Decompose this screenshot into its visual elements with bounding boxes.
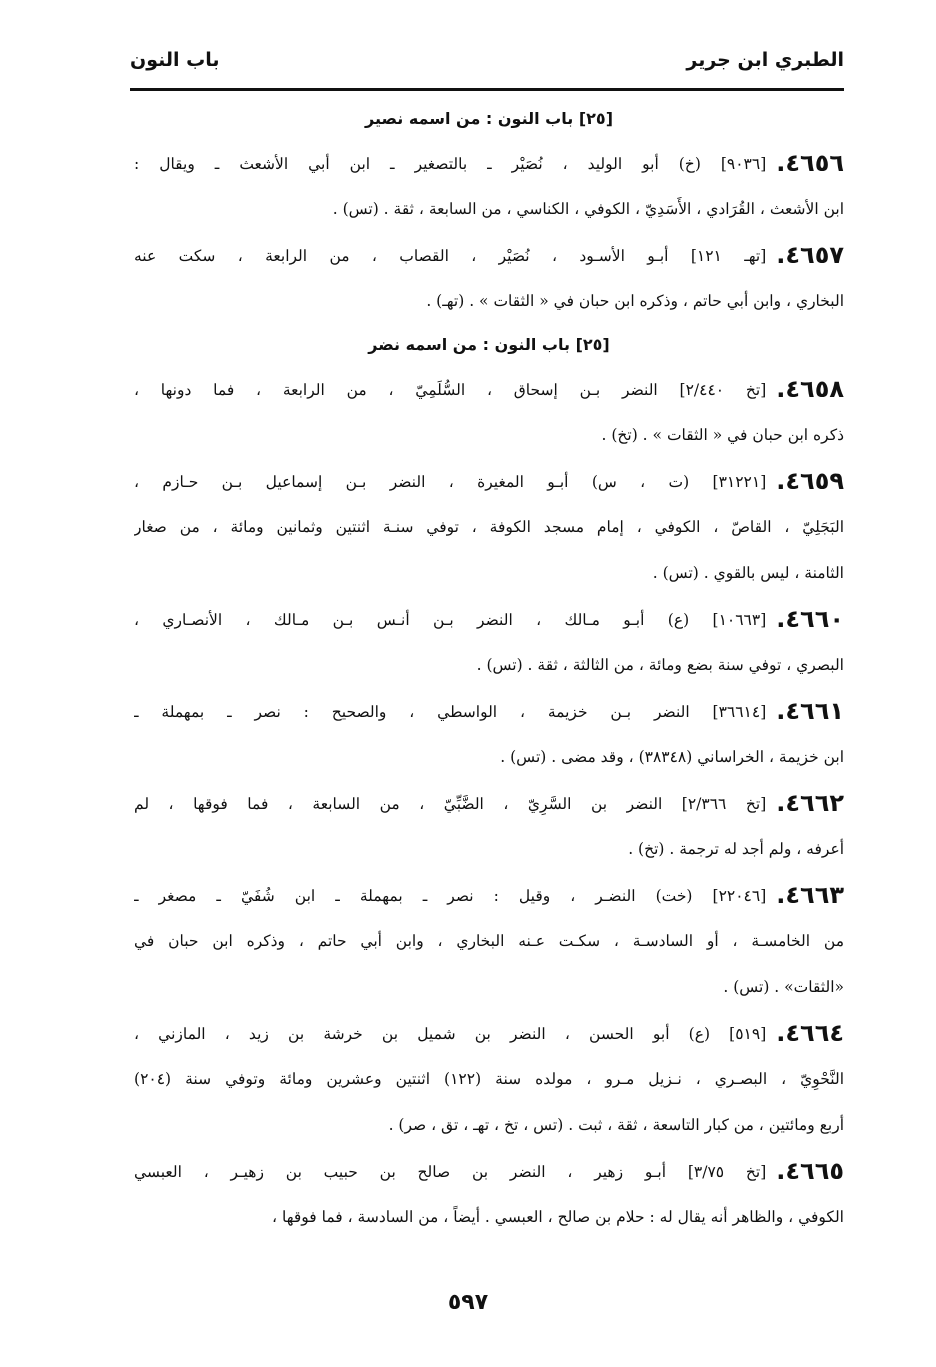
entry-line [134, 734, 844, 780]
entry-line [134, 1194, 844, 1240]
entry-text: [تخ ٣/٧٥] أبـو زهير ، النضر بن صالح بن حبيب بن زهيـر ، العبسي [134, 1163, 767, 1181]
entry-line [134, 826, 844, 872]
entry [134, 232, 844, 324]
entry [134, 780, 844, 872]
entry-text: البصري ، توفي سنة بضع ومائة ، من الثالثة ، ثقة . (تس) . [476, 656, 844, 674]
entry [134, 1010, 844, 1148]
entry-text: البخاري ، وابن أبي حاتم ، وذكره ابن حبان في « الثقات » . (تهـ) . [426, 292, 844, 310]
entry-line [134, 1102, 844, 1148]
entry-text: ذكره ابن حبان في « الثقات » . (تخ) . [601, 426, 844, 444]
entry-line [134, 550, 844, 596]
entry-line [134, 596, 844, 642]
entry-number: ٤٦٦٤. [776, 1019, 844, 1047]
page-body [134, 98, 844, 1240]
entry-number: ٤٦٦٣. [776, 881, 844, 909]
entry-text: ابن خزيمة ، الخراساني (٣٨٣٤٨) ، وقد مضى . (تس) . [500, 748, 844, 766]
entry-line [134, 412, 844, 458]
entry-line [134, 232, 844, 278]
entry-line [134, 642, 844, 688]
entry-text: [تخ ٢/٤٤٠] النضر بـن إسحاق ، السُّلَمِيّ ، من الرابعة ، فما دونها ، [134, 381, 767, 399]
entry-number: ٤٦٦١. [776, 697, 844, 725]
entry-number: ٤٦٥٧. [776, 241, 844, 269]
entry-line [134, 366, 844, 412]
entry [134, 140, 844, 232]
entry-text: الثامنة ، ليس بالقوي . (تس) . [652, 564, 844, 582]
page-number: ٥٩٧ [447, 1290, 489, 1315]
entry-line [134, 458, 844, 504]
entry-line [134, 872, 844, 918]
entry [134, 872, 844, 1010]
entry-line [134, 504, 844, 550]
entry-line [134, 688, 844, 734]
entry-text: أعرفه ، ولم أجد له ترجمة . (تخ) . [628, 840, 844, 858]
entry-text: ابن الأشعث ، القُرَادي ، الأَسَدِيّ ، الكوفي ، الكناسي ، من السابعة ، ثقة . (تس) . [332, 200, 844, 218]
entry-line [134, 1148, 844, 1194]
entry-number: ٤٦٥٨. [776, 375, 844, 403]
entry-line [134, 140, 844, 186]
header-rule [130, 88, 844, 91]
entry-line [134, 1056, 844, 1102]
entry-text: «الثقات» . (تس) . [723, 978, 844, 996]
entry-text: [٢٢٠٤٦] (خت) النضـر ، وقيل : نصر ـ بمهملة ـ ابن شُفَيّ ـ مصغر ـ [134, 887, 767, 905]
entry-number: ٤٦٦٠. [776, 605, 844, 633]
section-heading: [٢٥] باب النون : من اسمه نضر [368, 335, 610, 354]
entry-text: البَجَلِيّ ، القاصّ ، الكوفي ، إمام مسجد الكوفة ، توفي سنـة اثنتين وثمانين ومائة ، من صغار [134, 518, 844, 536]
entry [134, 596, 844, 688]
entry [134, 458, 844, 596]
entry-text: [٣٦٦١٤] النضر بـن خزيمة ، الواسطي ، والصحيح : نصر ـ بمهملة ـ [134, 703, 767, 721]
header-author: الطبري ابن جرير [686, 49, 844, 71]
entry [134, 688, 844, 780]
entry-text: [١٠٦٦٣] (ع) أبـو مـالك ، النضر بـن أنـس بـن مـالك ، الأنصـاري ، [134, 611, 767, 629]
entry-number: ٤٦٥٩. [776, 467, 844, 495]
entry-line [134, 1010, 844, 1056]
entry [134, 1148, 844, 1240]
entry-text: من الخامسـة ، أو السادسـة ، سكـت عـنه البخاري ، وابن أبي حاتم ، وذكره ابن حبان في [134, 932, 844, 950]
running-header [130, 40, 844, 80]
entry-text: [٥١٩] (ع) أبو الحسن ، النضر بن شميل بن خرشة بن زيد ، المازني ، [134, 1025, 767, 1043]
section-heading: [٢٥] باب النون : من اسمه نصير [365, 109, 613, 128]
entry-text: الكوفي ، والظاهر أنه يقال له : حلام بن صالح ، العبسي . أيضاً ، من السادسة ، فما فوقها ، [272, 1208, 844, 1226]
entry-text: [٣١٢٢١] (ت ، س) أبـو المغيرة ، النضر بـن إسماعيل بـن حـازم ، [134, 473, 767, 491]
entry [134, 366, 844, 458]
header-chapter: باب النون [130, 49, 220, 71]
entry-text: أربع ومائتين ، من كبار التاسعة ، ثقة ، ثبت . (تس ، تخ ، تهـ ، تق ، صر) . [388, 1116, 844, 1134]
entry-line [134, 278, 844, 324]
entry-text: النَّحْوِيّ ، البصـري ، نـزيل مـرو ، مولده سنة (١٢٢) اثنتين وعشرين ومائة وتوفي سنة (٢٠٤) [134, 1070, 844, 1088]
entry-line [134, 780, 844, 826]
entry-number: ٤٦٦٢. [776, 789, 844, 817]
entry-text: [٩٠٣٦] (خ) أبو الوليد ، نُصَيْر ـ بالتصغير ـ ابن أبي الأشعث ـ ويقال : [134, 155, 767, 173]
entry-line [134, 186, 844, 232]
entry-number: ٤٦٥٦. [776, 149, 844, 177]
entry-text: [تخ ٢/٣٦٦] النضر بن السَّرِيّ ، الضَّبِّيّ ، من السابعة ، فما فوقها ، لم [134, 795, 767, 813]
entry-number: ٤٦٦٥. [776, 1157, 844, 1185]
entry-line [134, 964, 844, 1010]
entry-text: [تهـ ١٢١] أبـو الأسـود ، نُصَيْر ، القصاب ، من الرابعة ، سكت عنه [134, 247, 767, 265]
entry-line [134, 918, 844, 964]
